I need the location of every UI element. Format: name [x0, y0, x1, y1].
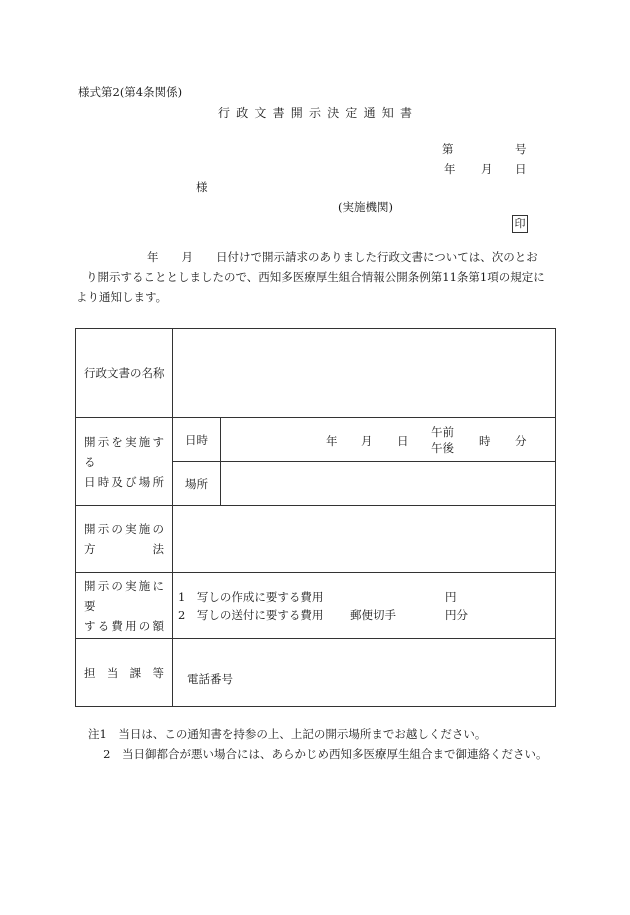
place-label: 場所: [173, 462, 221, 506]
table-row-cost: [76, 573, 556, 639]
note-2: 2 当日御都合が悪い場合には、あらかじめ西知多医療厚生組合まで御連絡ください。: [88, 747, 548, 761]
addressee-suffix: 様: [196, 180, 208, 194]
cost-label: 開示の実施に要 する費用の額: [76, 573, 173, 639]
note-1: 注1 当日は、この通知書を持参の上、上記の開示場所までお越しください。: [88, 727, 487, 741]
body-line-2: り開示することとしましたので、西知多医療厚生組合情報公開条例第11条第1項の規定に: [86, 270, 545, 284]
document-name-label: 行政文書の名称: [76, 329, 173, 418]
cost-field[interactable]: [173, 573, 556, 639]
place-field[interactable]: [221, 462, 556, 506]
pm-label: 午後: [431, 441, 454, 455]
cost-item-mail: 2 写しの送付に要する費用: [178, 608, 324, 622]
date-month-label: 月: [481, 162, 493, 176]
body-line-3: より通知します。: [76, 290, 168, 304]
body-line-1: 年 月 日付けで開示請求のありました行政文書については、次のとお: [147, 250, 538, 264]
am-label: 午前: [431, 425, 454, 439]
form-number-label: 様式第2(第4条関係): [78, 85, 183, 99]
disclosure-table: [75, 328, 556, 707]
department-label: 担 当 課 等: [76, 639, 173, 707]
notes: [88, 724, 547, 764]
document-title: 行政文書開示決定通知書: [218, 106, 419, 120]
number-prefix: 第: [442, 142, 454, 156]
cost-item-copy: 1 写しの作成に要する費用: [178, 590, 324, 604]
phone-label: 電話番号: [187, 672, 233, 686]
seal-mark: 印: [512, 215, 528, 233]
number-suffix: 号: [515, 142, 527, 156]
postage-stamp-label: 郵便切手: [350, 608, 396, 622]
date-year-label: 年: [444, 162, 456, 176]
department-field[interactable]: [173, 639, 556, 707]
date-day-label: 日: [515, 162, 527, 176]
datetime-field[interactable]: 年 月 日 午前 午後 時 分: [221, 418, 556, 462]
datetime-label: 日時: [173, 418, 221, 462]
table-row-department: [76, 639, 556, 707]
agency-label: (実施機関): [338, 200, 393, 214]
table-row-document-name: [76, 329, 556, 418]
method-field[interactable]: [173, 506, 556, 573]
datetime-place-label: 開示を実施する 日時及び場所: [76, 418, 173, 506]
cost-item-copy-unit: 円: [445, 590, 457, 604]
table-row-datetime: [76, 418, 556, 462]
document-name-field[interactable]: [173, 329, 556, 418]
method-label: 開示の実施の 方 法: [76, 506, 173, 573]
cost-item-mail-unit: 円分: [445, 608, 468, 622]
table-row-method: [76, 506, 556, 573]
notice-body: [76, 247, 554, 307]
